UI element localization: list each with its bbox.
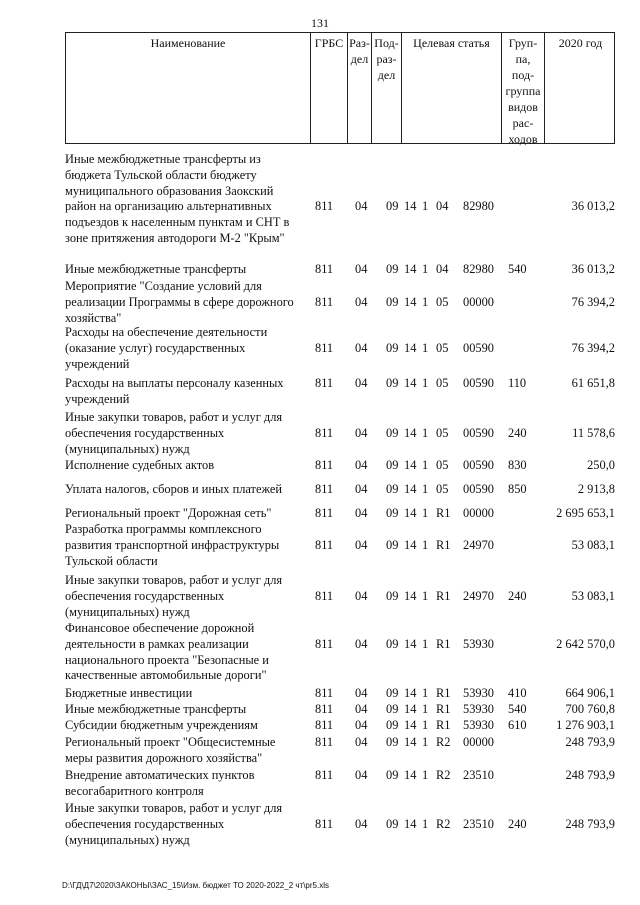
cell-amount: 248 793,9	[565, 816, 615, 831]
cell-target-part: 1	[422, 294, 429, 309]
row-name-line: хозяйства"	[65, 310, 122, 325]
table-row	[65, 621, 615, 684]
table-row	[65, 410, 615, 457]
file-path-footer: D:\ГД\Д7\2020\ЗАКОНЫ\ЗАС_15\Изм. бюджет ТО 2020-2022_2 чт\pr5.xls	[62, 881, 329, 890]
row-name-line: Внедрение автоматических пунктов	[65, 768, 255, 782]
table-row	[65, 522, 615, 569]
cell-razdel: 04	[355, 718, 368, 732]
cell-grbs: 811	[315, 458, 334, 472]
header-target-article: Целевая статья	[402, 33, 502, 143]
cell-razdel: 04	[355, 537, 368, 552]
cell-podrazdel: 09	[386, 636, 399, 651]
cell-expense-group: 240	[508, 588, 527, 603]
header-podrazdel-line: раз-	[376, 52, 397, 66]
cell-grbs: 811	[315, 702, 334, 716]
cell-target-part: R1	[436, 636, 451, 651]
row-name-line: Исполнение судебных актов	[65, 458, 215, 472]
cell-target-part: 1	[422, 636, 429, 651]
row-name-line: Иные межбюджетные трансферты из	[65, 152, 261, 166]
cell-amount: 53 083,1	[571, 588, 615, 603]
cell-podrazdel: 09	[386, 294, 399, 309]
cell-target-part: 14	[404, 735, 417, 749]
cell-podrazdel: 09	[386, 718, 399, 732]
header-group-line: видов	[508, 100, 538, 114]
cell-podrazdel: 09	[386, 506, 399, 520]
cell-amount: 248 793,9	[565, 768, 615, 782]
header-grbs: ГРБС	[311, 33, 348, 143]
cell-podrazdel: 09	[386, 816, 399, 831]
header-name: Наименование	[66, 33, 311, 143]
cell-target-code: 00590	[463, 482, 494, 496]
row-name	[65, 718, 310, 734]
row-name	[65, 506, 310, 522]
cell-amount: 36 013,2	[571, 262, 615, 276]
cell-target-part: 14	[404, 482, 417, 496]
cell-amount: 53 083,1	[571, 537, 615, 552]
cell-grbs: 811	[315, 506, 334, 520]
row-name-line: Финансовое обеспечение дорожной	[65, 621, 255, 635]
table-row	[65, 735, 615, 767]
cell-target-part: 05	[436, 425, 449, 440]
cell-target-code: 24970	[463, 537, 494, 552]
cell-podrazdel: 09	[386, 340, 399, 355]
cell-target-part: 1	[422, 768, 429, 782]
cell-target-part: 14	[404, 199, 417, 214]
cell-razdel: 04	[355, 376, 368, 390]
header-group-line: под-	[511, 68, 535, 82]
cell-amount: 1 276 903,1	[556, 718, 615, 732]
cell-podrazdel: 09	[386, 702, 399, 716]
cell-target-part: 1	[422, 686, 429, 700]
cell-expense-group: 850	[508, 482, 527, 496]
cell-podrazdel: 09	[386, 482, 399, 496]
table-row	[65, 262, 615, 278]
cell-target-code: 00000	[463, 735, 494, 749]
cell-target-part: 14	[404, 768, 417, 782]
cell-amount: 76 394,2	[571, 294, 615, 309]
cell-target-part: R2	[436, 735, 451, 749]
row-name-line: Региональный проект "Общесистемные	[65, 735, 276, 749]
cell-target-part: 1	[422, 718, 429, 732]
table-row	[65, 152, 615, 247]
cell-target-part: 04	[436, 199, 449, 214]
cell-target-part: 1	[422, 506, 429, 520]
cell-podrazdel: 09	[386, 735, 399, 749]
cell-grbs: 811	[315, 735, 334, 749]
cell-target-part: 1	[422, 199, 429, 214]
cell-grbs: 811	[315, 686, 334, 700]
row-name	[65, 801, 310, 848]
cell-target-code: 53930	[463, 702, 494, 716]
cell-target-part: 1	[422, 425, 429, 440]
row-name-line: учреждений	[65, 391, 130, 406]
row-name-line: Субсидии бюджетным учреждениям	[65, 718, 258, 732]
header-podrazdel-line: Под-	[374, 36, 399, 50]
header-group-line: па,	[515, 52, 531, 66]
row-name	[65, 735, 310, 767]
cell-grbs: 811	[315, 199, 334, 214]
cell-amount: 11 578,6	[572, 425, 615, 440]
cell-podrazdel: 09	[386, 686, 399, 700]
cell-grbs: 811	[315, 537, 334, 552]
cell-grbs: 811	[315, 636, 334, 651]
table-row	[65, 506, 615, 522]
cell-target-part: 04	[436, 262, 449, 276]
cell-target-part: 05	[436, 376, 449, 390]
row-name-line: Расходы на обеспечение деятельности	[65, 325, 268, 339]
table-row	[65, 718, 615, 734]
row-name-line: (муниципальных) нужд	[65, 604, 190, 619]
cell-amount: 664 906,1	[565, 686, 615, 700]
cell-target-code: 23510	[463, 768, 494, 782]
row-name-line: (оказание услуг) государственных	[65, 340, 246, 355]
row-name	[65, 686, 310, 702]
cell-expense-group: 110	[508, 376, 527, 390]
table-row	[65, 801, 615, 848]
cell-target-part: R1	[436, 588, 451, 603]
cell-razdel: 04	[355, 636, 368, 651]
cell-razdel: 04	[355, 735, 368, 749]
cell-target-part: 14	[404, 588, 417, 603]
row-name	[65, 702, 310, 718]
cell-target-part: R2	[436, 768, 451, 782]
row-name-line: бюджета Тульской области бюджету	[65, 167, 257, 182]
cell-target-code: 00590	[463, 340, 494, 355]
table-row	[65, 686, 615, 702]
row-name	[65, 410, 310, 457]
cell-amount: 2 642 570,0	[556, 636, 615, 651]
cell-target-part: R1	[436, 686, 451, 700]
cell-target-part: 14	[404, 340, 417, 355]
row-name-line: национального проекта "Безопасные и	[65, 652, 269, 667]
header-razdel	[348, 33, 372, 143]
row-name	[65, 279, 310, 326]
cell-target-part: 14	[404, 537, 417, 552]
cell-target-part: R1	[436, 718, 451, 732]
cell-razdel: 04	[355, 262, 368, 276]
header-group-line: ходов	[508, 132, 538, 146]
cell-target-part: 1	[422, 458, 429, 472]
row-name	[65, 376, 310, 408]
cell-target-code: 24970	[463, 588, 494, 603]
cell-target-part: 1	[422, 340, 429, 355]
cell-target-part: 1	[422, 262, 429, 276]
cell-amount: 36 013,2	[571, 199, 615, 214]
cell-podrazdel: 09	[386, 588, 399, 603]
row-name-line: весогабаритного контроля	[65, 783, 204, 798]
cell-amount: 2 913,8	[577, 482, 615, 496]
cell-expense-group: 830	[508, 458, 527, 472]
header-year: 2020 год	[558, 36, 603, 50]
cell-target-part: R1	[436, 702, 451, 716]
cell-razdel: 04	[355, 816, 368, 831]
table-header	[65, 32, 615, 144]
row-name-line: качественные автомобильные дороги"	[65, 668, 267, 683]
row-name-line: Иные закупки товаров, работ и услуг для	[65, 573, 283, 587]
row-name-line: Иные межбюджетные трансферты	[65, 262, 247, 276]
header-razdel-line: Раз-	[349, 36, 370, 50]
cell-podrazdel: 09	[386, 768, 399, 782]
row-name-line: зоне притяжения автодороги М-2 "Крым"	[65, 230, 285, 245]
row-name-line: меры развития дорожного хозяйства"	[65, 750, 263, 765]
cell-podrazdel: 09	[386, 537, 399, 552]
cell-target-code: 53930	[463, 636, 494, 651]
cell-target-part: 14	[404, 294, 417, 309]
cell-podrazdel: 09	[386, 425, 399, 440]
page-number: 131	[311, 16, 329, 30]
cell-expense-group: 240	[508, 425, 527, 440]
cell-razdel: 04	[355, 482, 368, 496]
row-name-line: (муниципальных) нужд	[65, 832, 190, 847]
cell-target-part: 14	[404, 816, 417, 831]
row-name-line: учреждений	[65, 356, 130, 371]
cell-target-part: R2	[436, 816, 451, 831]
table-row	[65, 458, 615, 474]
row-name	[65, 522, 310, 569]
cell-target-part: 1	[422, 702, 429, 716]
row-name	[65, 768, 310, 800]
cell-target-part: 14	[404, 702, 417, 716]
row-name-line: Региональный проект "Дорожная сеть"	[65, 506, 272, 520]
cell-target-part: 1	[422, 537, 429, 552]
row-name-line: Иные закупки товаров, работ и услуг для	[65, 410, 283, 424]
header-razdel-line: дел	[350, 52, 369, 66]
cell-target-part: 1	[422, 376, 429, 390]
table-row	[65, 768, 615, 800]
cell-target-part: R1	[436, 537, 451, 552]
table-row	[65, 573, 615, 620]
cell-target-part: 14	[404, 718, 417, 732]
cell-razdel: 04	[355, 588, 368, 603]
cell-target-code: 00590	[463, 376, 494, 390]
row-name-line: Разработка программы комплексного	[65, 522, 262, 536]
cell-razdel: 04	[355, 686, 368, 700]
cell-expense-group: 240	[508, 816, 527, 831]
cell-target-code: 00000	[463, 506, 494, 520]
cell-target-part: 14	[404, 636, 417, 651]
row-name-line: реализации Программы в сфере дорожного	[65, 294, 294, 309]
row-name-line: развития транспортной инфраструктуры	[65, 537, 280, 552]
row-name	[65, 573, 310, 620]
row-name-line: обеспечения государственных	[65, 816, 225, 831]
cell-target-code: 00590	[463, 425, 494, 440]
cell-target-code: 53930	[463, 718, 494, 732]
cell-target-part: 14	[404, 425, 417, 440]
cell-podrazdel: 09	[386, 262, 399, 276]
row-name	[65, 458, 310, 474]
cell-amount: 2 695 653,1	[556, 506, 615, 520]
row-name-line: (муниципальных) нужд	[65, 441, 190, 456]
cell-razdel: 04	[355, 768, 368, 782]
cell-amount: 61 651,8	[571, 376, 615, 390]
table-row	[65, 702, 615, 718]
row-name-line: Бюджетные инвестиции	[65, 686, 193, 700]
header-podrazdel	[372, 33, 402, 143]
header-expense-group	[502, 33, 545, 146]
cell-target-part: 14	[404, 376, 417, 390]
cell-amount: 76 394,2	[571, 340, 615, 355]
cell-expense-group: 610	[508, 718, 527, 732]
row-name-line: Расходы на выплаты персоналу казенных	[65, 376, 284, 390]
cell-target-part: 05	[436, 482, 449, 496]
cell-grbs: 811	[315, 768, 334, 782]
row-name-line: подъездов к населенным пунктам и СНТ в	[65, 215, 290, 230]
row-name-line: муниципального образования Заокский	[65, 183, 274, 198]
cell-target-part: 1	[422, 482, 429, 496]
cell-grbs: 811	[315, 340, 334, 355]
cell-target-part: 1	[422, 735, 429, 749]
cell-grbs: 811	[315, 376, 334, 390]
row-name-line: Иные межбюджетные трансферты	[65, 702, 247, 716]
cell-amount: 250,0	[587, 458, 615, 472]
cell-target-part: 14	[404, 686, 417, 700]
cell-target-part: 1	[422, 588, 429, 603]
row-name-line: Уплата налогов, сборов и иных платежей	[65, 482, 283, 496]
cell-grbs: 811	[315, 425, 334, 440]
cell-podrazdel: 09	[386, 458, 399, 472]
cell-podrazdel: 09	[386, 376, 399, 390]
cell-grbs: 811	[315, 718, 334, 732]
cell-razdel: 04	[355, 199, 368, 214]
cell-razdel: 04	[355, 340, 368, 355]
row-name	[65, 152, 310, 247]
row-name	[65, 325, 310, 372]
cell-razdel: 04	[355, 702, 368, 716]
cell-target-part: R1	[436, 506, 451, 520]
row-name-line: обеспечения государственных	[65, 425, 225, 440]
row-name-line: Мероприятие "Создание условий для	[65, 279, 262, 293]
cell-grbs: 811	[315, 262, 334, 276]
cell-target-code: 23510	[463, 816, 494, 831]
row-name-line: деятельности в рамках реализации	[65, 636, 249, 651]
cell-target-code: 00590	[463, 458, 494, 472]
table-row	[65, 482, 615, 498]
cell-amount: 248 793,9	[565, 735, 615, 749]
cell-grbs: 811	[315, 294, 334, 309]
row-name	[65, 482, 310, 498]
cell-target-part: 05	[436, 458, 449, 472]
cell-target-part: 05	[436, 340, 449, 355]
cell-expense-group: 540	[508, 262, 527, 276]
cell-target-part: 14	[404, 262, 417, 276]
cell-target-part: 14	[404, 458, 417, 472]
cell-target-code: 53930	[463, 686, 494, 700]
table-row	[65, 376, 615, 408]
table-row	[65, 279, 615, 326]
header-group-line: рас-	[512, 116, 534, 130]
cell-target-code: 00000	[463, 294, 494, 309]
cell-target-code: 82980	[463, 199, 494, 214]
row-name-line: Иные закупки товаров, работ и услуг для	[65, 801, 283, 815]
cell-razdel: 04	[355, 458, 368, 472]
cell-grbs: 811	[315, 482, 334, 496]
cell-amount: 700 760,8	[565, 702, 615, 716]
cell-expense-group: 540	[508, 702, 527, 716]
cell-grbs: 811	[315, 588, 334, 603]
table-row	[65, 325, 615, 372]
row-name-line: Тульской области	[65, 553, 158, 568]
cell-target-part: 1	[422, 816, 429, 831]
cell-expense-group: 410	[508, 686, 527, 700]
row-name	[65, 262, 310, 278]
cell-razdel: 04	[355, 506, 368, 520]
cell-target-part: 14	[404, 506, 417, 520]
header-podrazdel-line: дел	[377, 68, 396, 82]
header-group-line: Груп-	[508, 36, 538, 50]
cell-target-code: 82980	[463, 262, 494, 276]
cell-razdel: 04	[355, 294, 368, 309]
cell-podrazdel: 09	[386, 199, 399, 214]
row-name	[65, 621, 310, 684]
cell-target-part: 05	[436, 294, 449, 309]
header-group-line: группа	[505, 84, 541, 98]
cell-razdel: 04	[355, 425, 368, 440]
row-name-line: район на организацию альтернативных	[65, 199, 272, 214]
cell-grbs: 811	[315, 816, 334, 831]
row-name-line: обеспечения государственных	[65, 588, 225, 603]
